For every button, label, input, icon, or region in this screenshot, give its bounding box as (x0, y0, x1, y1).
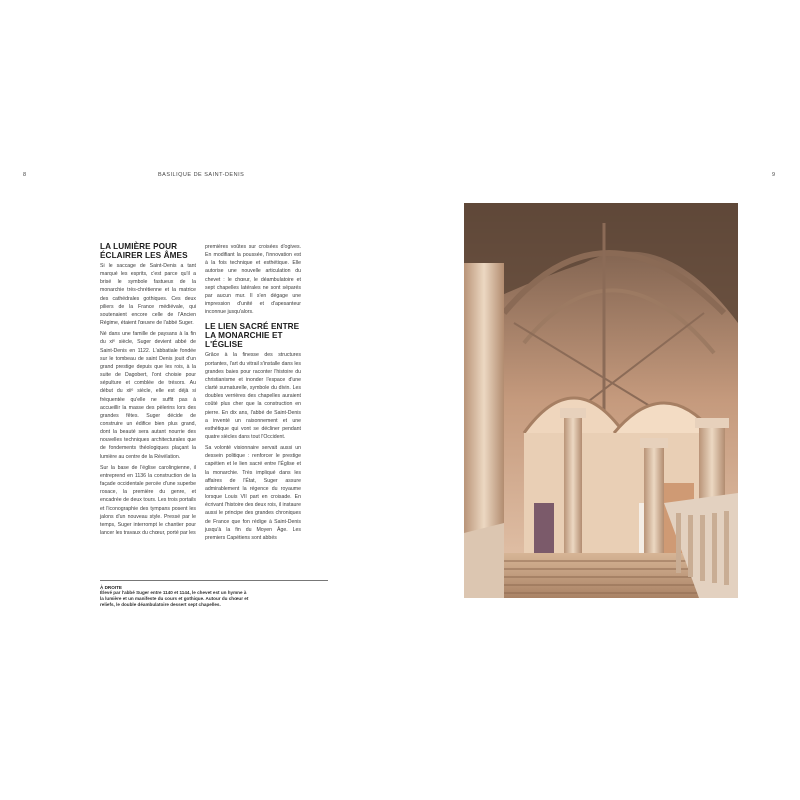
section-heading: LE LIEN SACRÉ ENTRE LA MONARCHIE ET L'ÉGLISE (205, 322, 300, 350)
left-page-number: 8 (23, 172, 27, 178)
paragraph: Né dans une famille de paysans à la fin du xiᵉ siècle, Suger devient abbé de Saint-Denis en 1122. L'abbatiale fondée sur le tombeau de saint Denis jouit d'un grand prestige depuis que les rois, à la suite de Dagobert, l'ont choisie pour sépulture et comblée de trésors. Au début du xiiᵉ siècle, elle est déjà si fréquentée qu'elle ne suffit pas à accueillir la masse des pèlerins lors des grandes fêtes. Suger décide de construire un édifice bien plus grand, dont la beauté sera autant nourrie des nouvelles techniques architecturales que de fondements théologiques plaçant la lumière au centre de la Révélation. (100, 331, 196, 460)
caption-text: Élevé par l'abbé Suger entre 1140 et 1144, le chevet est un hymne à la lumière et un manifeste du cours et gothique. Autour du chœur et reliefs, le double déambulatoire dessert sept chapelles. (100, 590, 249, 607)
running-title: BASILIQUE DE SAINT-DENIS (158, 172, 245, 178)
article-column-2 (205, 243, 301, 545)
paragraph: Grâce à la finesse des structures portantes, l'art du vitrail s'installe dans les grandes baies pour raconter l'histoire du christianisme et inonder l'espace d'une clarté surnaturelle, symbole du divin. Les doubles verrières des chapelles auraient coûté plus cher que la construction en pierre. En dix ans, l'abbé de Saint-Denis a inventé un raisonnement et une esthétique qui vont se décliner pendant quatre siècles dans tout l'Occident. (205, 352, 301, 440)
right-page-number: 9 (772, 172, 776, 178)
cathedral-illustration (464, 203, 738, 598)
paragraph: Sa volonté visionnaire servait aussi un dessein politique : renforcer le prestige capétien et le lien sacré entre l'Église et la monarchie. Très impliqué dans les affaires de l'État, Suger assure admirablement la régence du royaume lorsque Louis VII part en croisade. En écrivant l'histoire des deux rois, il instaure aussi le principe des grandes chroniques de France que fon rédige à Saint-Denis jusqu'à la fin du Moyen Âge. Les premiers Capétiens sont abbés (205, 445, 301, 541)
paragraph: Si le saccage de Saint-Denis a tant marqué les esprits, c'est parce qu'il a brisé le symbole fastueux de la monarchie très-chrétienne et la matrice des cathédrales gothiques. Ces deux piliers de la France médiévale, qui soutenaient encore celle de l'Ancien Régime, étaient l'œuvre de l'abbé Suger. (100, 263, 196, 327)
article-column-1 (100, 242, 196, 540)
cathedral-photo (464, 203, 738, 598)
section-heading: LA LUMIÈRE POUR ÉCLAIRER LES ÂMES (100, 242, 188, 260)
caption-divider (100, 580, 328, 581)
caption-label: À DROITE (100, 585, 122, 590)
paragraph: Sur la base de l'église carolingienne, il entreprend en 1136 la construction de la façade occidentale percée d'une superbe rosace, la première du genre, et encadrée de deux tours. Les trois portails et l'iconographie des tympans posent les jalons d'un nouveau style. Pressé par le temps, Suger interrompt le chantier pour lancer les travaux du chœur, porté par les (100, 464, 196, 536)
paragraph: premières voûtes sur croisées d'ogives. En modifiant la poussée, l'innovation est à la fois technique et esthétique. Elle autorise une nouvelle articulation du chevet : le chœur, le déambulatoire et sept chapelles latérales ne sont séparés par aucun mur. Il s'en dégage une impression d'unité et d'apesanteur inconnue jusqu'alors. (205, 244, 301, 316)
